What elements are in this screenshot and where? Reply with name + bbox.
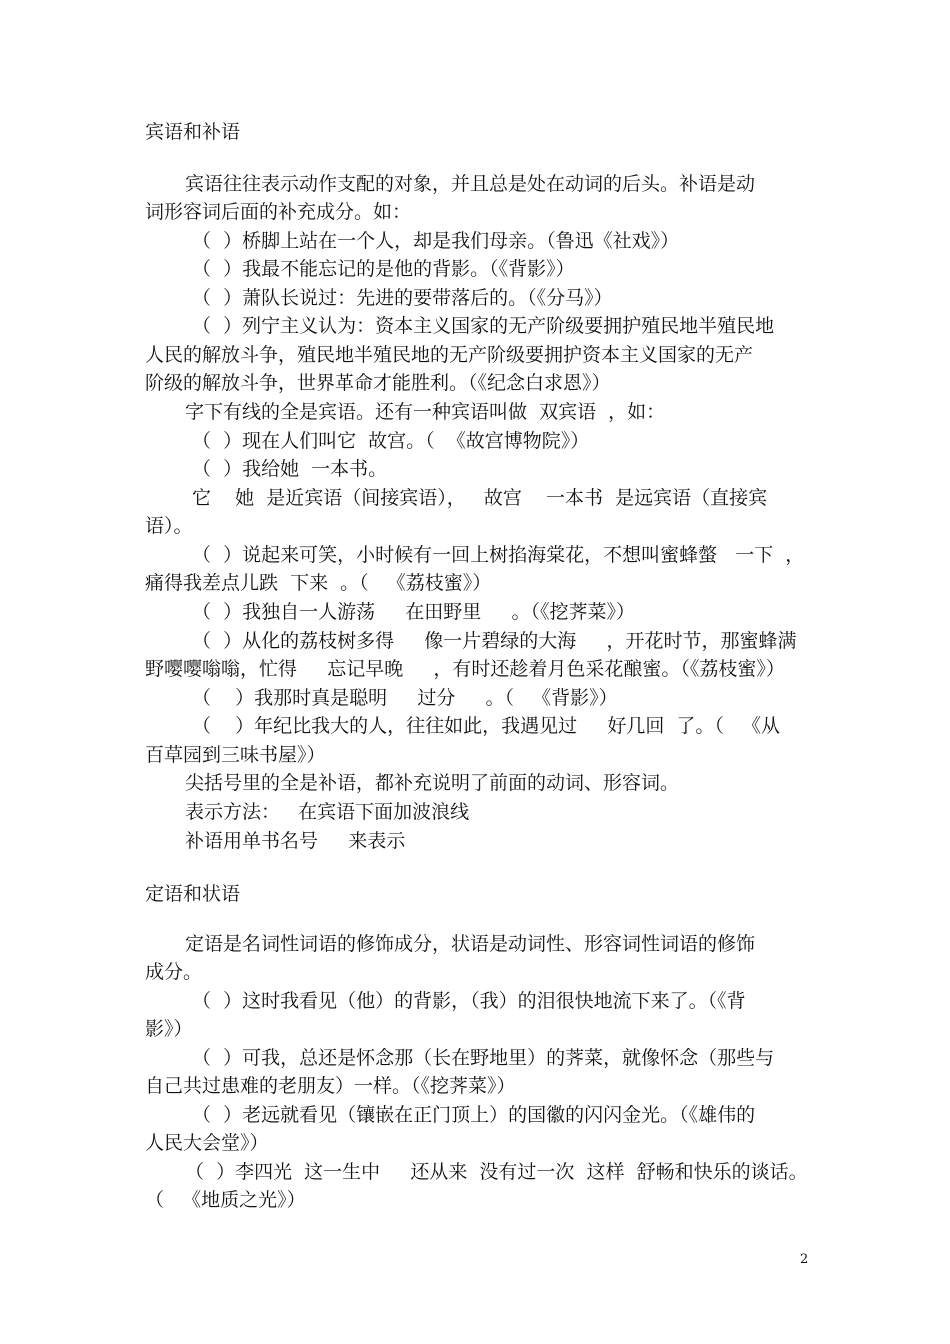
body-line: （ ）桥脚上站在一个人，却是我们母亲。（鲁迅《社戏》） — [192, 230, 680, 252]
body-line: 定语是名词性词语的修饰成分，状语是动词性、形容词性词语的修饰 — [185, 933, 756, 955]
page-number: 2 — [800, 1252, 809, 1267]
body-line: 人民的解放斗争，殖民地半殖民地的无产阶级要拥护资本主义国家的无产 — [145, 344, 754, 366]
body-line: （ ）列宁主义认为：资本主义国家的无产阶级要拥护殖民地半殖民地 — [192, 315, 775, 337]
body-line: （ ）我独自一人游荡 在田野里 。（《挖荠菜》） — [192, 601, 635, 623]
body-line: 人民大会堂》） — [145, 1132, 269, 1154]
body-line: 痛得我差点儿跌 下来 。（ 《荔枝蜜》） — [145, 572, 492, 594]
body-line: 字下有线的全是宾语。还有一种宾语叫做 双宾语 ，如： — [185, 401, 666, 423]
body-line: （ ）萧队长说过：先进的要带落后的。（《分马》） — [192, 287, 613, 309]
body-line: （ ）这时我看见（他）的背影，（我）的泪很快地流下来了。（《背 — [192, 990, 746, 1012]
body-line: （ ）老远就看见（镶嵌在正门顶上）的国徽的闪闪金光。（《雄伟的 — [192, 1104, 756, 1126]
body-line: （ ）我那时真是聪明 过分 。（ 《背影》） — [192, 687, 618, 709]
body-line: 宾语往往表示动作支配的对象，并且总是处在动词的后头。补语是动 — [185, 173, 756, 195]
body-line: 它 她 是近宾语（间接宾语）， 故宫 一本书 是远宾语（直接宾 — [192, 487, 768, 509]
body-line: （ 《地质之光》） — [145, 1189, 306, 1211]
body-line: （ ）我最不能忘记的是他的背影。（《背影》） — [192, 258, 575, 280]
body-line: （ ）从化的荔枝树多得 像一片碧绿的大海 ，开花时节，那蜜蜂满 — [192, 630, 797, 652]
body-line: （ ）年纪比我大的人，往往如此，我遇见过 好几回 了。（ 《从 — [192, 715, 781, 737]
body-line: （ ）我给她 一本书。 — [192, 458, 388, 480]
body-line: 表示方法： 在宾语下面加波浪线 — [185, 801, 470, 823]
body-line: （ ）现在人们叫它 故宫。（ 《故宫博物院》） — [192, 430, 590, 452]
body-line: 阶级的解放斗争，世界革命才能胜利。（《纪念白求恩》） — [145, 372, 611, 394]
body-line: 野嘤嘤嗡嗡，忙得 忘记早晚 ，有时还趁着月色采花酿蜜。（《荔枝蜜》） — [145, 658, 785, 680]
body-line: 百草园到三味书屋》） — [145, 744, 326, 766]
section-heading: 定语和状语 — [145, 883, 241, 905]
body-line: （ ）可我，总还是怀念那（长在野地里）的荠菜，就像怀念（那些与 — [192, 1047, 775, 1069]
body-line: （ ）说起来可笑，小时候有一回上树掐海棠花，不想叫蜜蜂螫 一下 ， — [192, 544, 805, 566]
body-line: 影》） — [145, 1018, 193, 1040]
body-line: 词形容词后面的补充成分。如： — [145, 201, 412, 223]
body-line: 自己共过患难的老朋友）一样。（《挖荠菜》） — [145, 1075, 516, 1097]
body-line: 补语用单书名号 来表示 — [185, 830, 406, 852]
body-line: 尖括号里的全是补语，都补充说明了前面的动词、形容词。 — [185, 772, 680, 794]
body-line: 语）。 — [145, 515, 193, 537]
body-line: 成分。 — [145, 961, 203, 983]
body-line: （ ）李四光 这一生中 还从来 没有过一次 这样 舒畅和快乐的谈话。 — [185, 1161, 808, 1183]
section-heading: 宾语和补语 — [145, 121, 241, 143]
